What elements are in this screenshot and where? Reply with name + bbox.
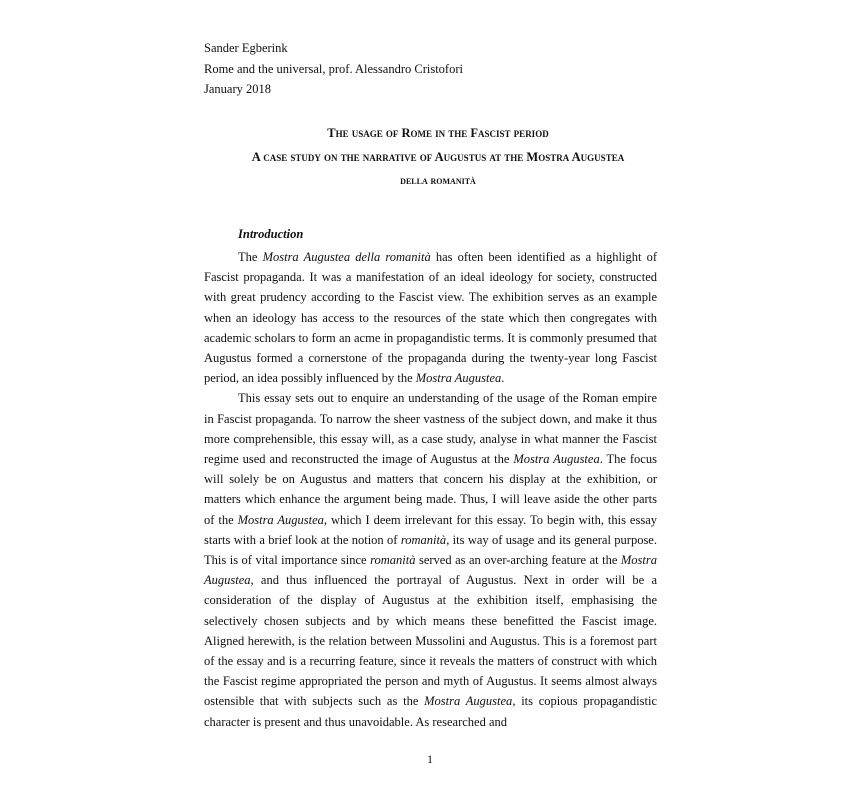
italic-term: romanità [400, 532, 447, 547]
paragraph-text: The [238, 250, 263, 264]
paragraph-2 [204, 388, 657, 731]
author-name: Sander Egberink [204, 41, 288, 55]
document-header [204, 38, 463, 100]
title-block [190, 121, 686, 193]
page-number: 1 [427, 752, 433, 766]
paragraph-text: This essay sets out to enquire an understanding of the usage of the Roman empire in Fascist propaganda. To narrow the sheer vastness of the subject down, and make it thus more comprehensible, this essay will, as a case study, analyse in what manner the Fascist regime used and reconstructed the image of Augustus at the [204, 391, 657, 467]
title-line-3: della romanità [400, 175, 476, 187]
paragraph-text: , which I deem irrelevant for this essay. To begin with, this essay starts with a brief look at the notion of [204, 512, 658, 547]
paragraph-text: , its way of usage and its general purpose. This is of vital importance since [204, 532, 657, 568]
course-name: Rome and the universal, prof. Alessandro Cristofori [204, 61, 463, 76]
paragraph-text: , its copious propagandistic character is present and thus unavoidable. As researched and [204, 694, 657, 729]
document-date: January 2018 [204, 82, 271, 96]
title-line-2: A case study on the narrative of Augustus at the Mostra Augustea [251, 150, 625, 164]
italic-term: Mostra Augustea [424, 694, 513, 709]
italic-term: romanità [370, 553, 416, 568]
paragraph-text: served as an over-arching feature at the [415, 553, 621, 568]
paragraph-1 [204, 247, 657, 388]
paragraph-text: and thus influenced the portrayal of Augustus. Next in order will be a consideration of the display of Augustus at the exhibition itself, emphasising the selectively chosen subjects and by which means these benefitted the Fascist image. Aligned herewith, is the relation between Mussolini and Augustus. This is a foremost part of the essay and is a recurring feature, since it reveals the matters of construct with which the Fascist regime appropriated the person and myth of Augustus. It seems almost always ostensible that with subjects such as the [204, 573, 657, 709]
title-line-1: The usage of Rome in the Fascist period [327, 126, 549, 140]
italic-term: Mostra Augustea [513, 452, 600, 467]
italic-term: Mostra Augustea [415, 371, 502, 386]
paragraph-text: . [501, 371, 505, 386]
paragraph-text: has often been identified as a highlight of Fascist propaganda. It was a manifestation of an ideal ideology for society, constructed with great prudency according to the Fascist view. The exhibition serves as an example when an ideology has access to the resources of the state which then congregates with academic scholars to form an acme in propagandistic terms. It is commonly presumed that Augustus formed a cornerstone of the propaganda during the twenty-year long Fascist period, an idea possibly influenced by the [204, 250, 658, 386]
italic-term: Mostra Augustea, [204, 553, 657, 588]
italic-term: Mostra Augustea [237, 512, 324, 527]
section-heading: Introduction [238, 227, 304, 241]
paragraph-text: . The focus will solely be on Augustus and matters that concern his display at the exhibition, or matters which enhance the argument being made. Thus, I will leave aside the other parts of the [204, 452, 657, 527]
body-text [204, 247, 657, 732]
italic-term: Mostra Augustea della romanità [262, 250, 431, 264]
